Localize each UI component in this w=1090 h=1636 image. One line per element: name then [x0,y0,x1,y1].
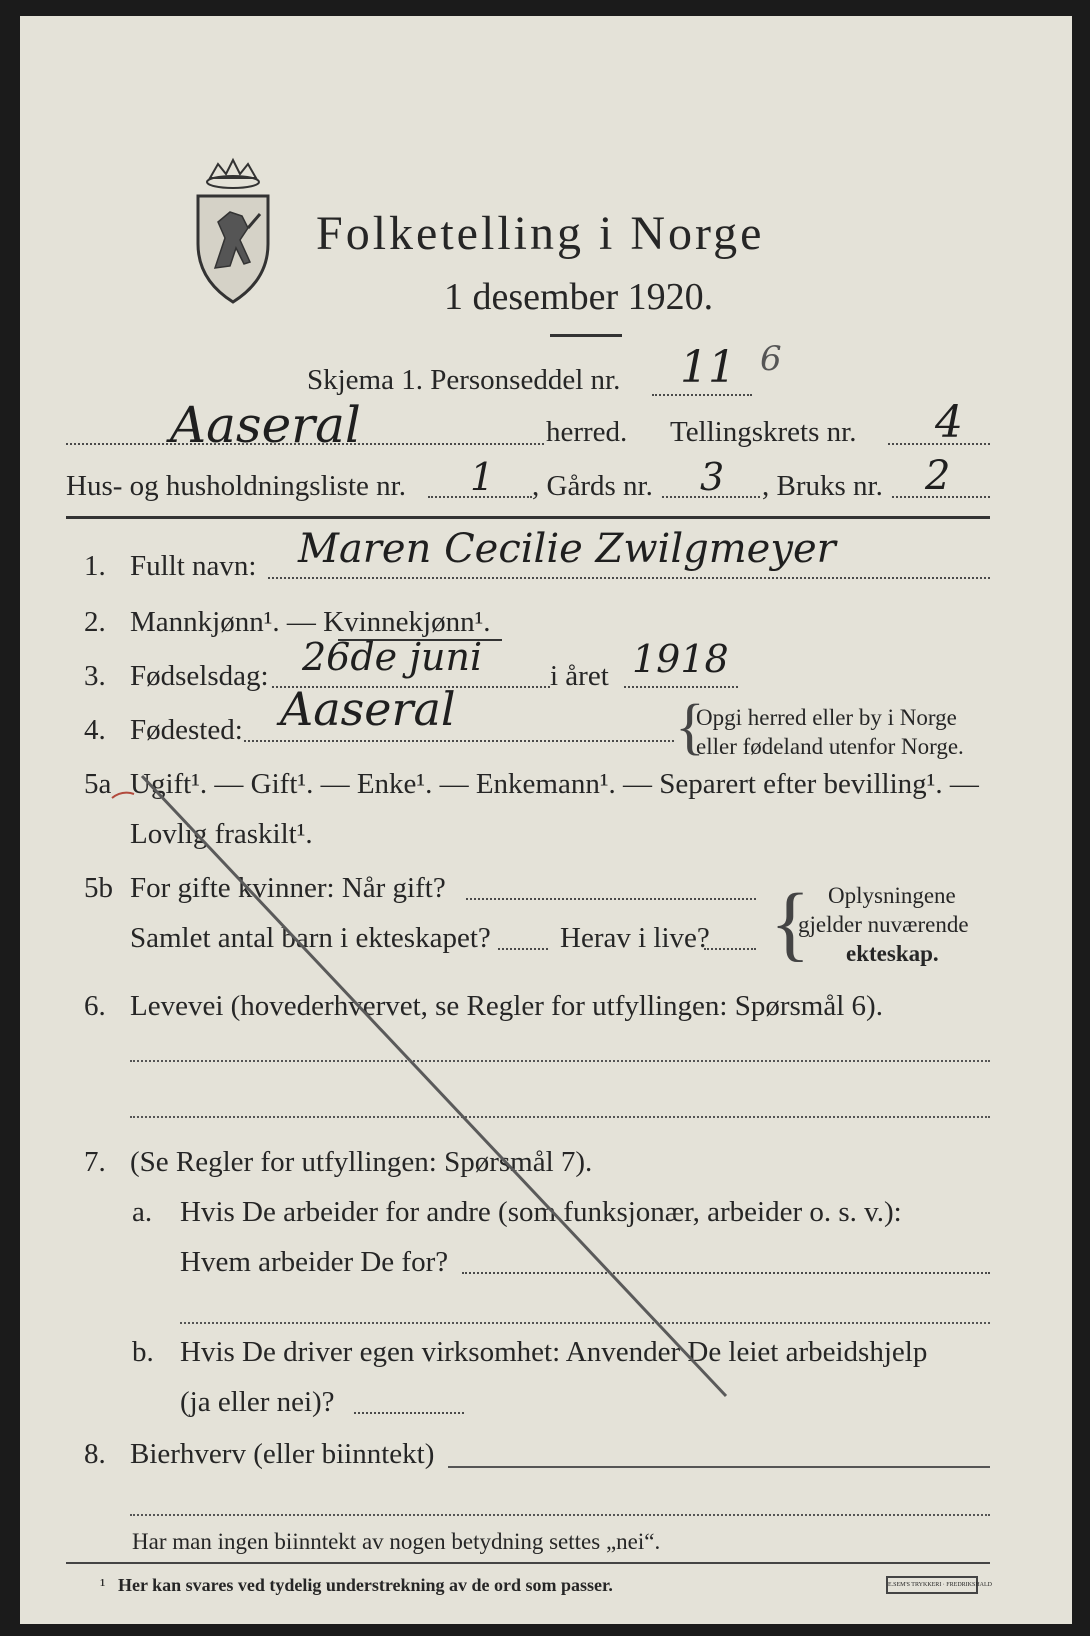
q7-number: 7. [84,1146,106,1178]
q1-label: Fullt navn: [130,550,257,582]
herred-value[interactable]: Aaseral [170,396,361,454]
q2-number: 2. [84,606,106,638]
q5b-line1: For gifte kvinner: Når gift? [130,872,446,904]
footnote-mark: ¹ [100,1575,106,1595]
q7-label: (Se Regler for utfyllingen: Spørsmål 7). [130,1146,593,1178]
census-form-page [20,16,1072,1624]
q4-value[interactable]: Aaseral [280,682,456,736]
printer-mark: E.SEM'S TRYKKERI · FREDRIKSHALD [886,1576,978,1594]
q7b-line2: (ja eller nei)? [180,1386,335,1418]
q5a-line2: Lovlig fraskilt¹. [130,818,313,850]
q4-label: Fødested: [130,714,243,746]
hus-label: Hus- og husholdningsliste nr. [66,470,406,502]
q3-year-value[interactable]: 1918 [632,637,729,681]
tellingskrets-value[interactable]: 4 [935,397,963,448]
q1-number: 1. [84,550,106,582]
q3-number: 3. [84,660,106,692]
q5a-number: 5a [84,768,112,800]
q5b-note-line3: ekteskap. [846,941,939,966]
q4-note-line2: eller fødeland utenfor Norge. [696,734,964,759]
q5b-line2a: Samlet antal barn i ekteskapet? [130,922,491,954]
gards-label: , Gårds nr. [532,470,653,502]
q4-note-line1: Opgi herred eller by i Norge [696,705,957,730]
q5b-number: 5b [84,872,113,904]
q6-number: 6. [84,990,106,1022]
q8-number: 8. [84,1438,106,1470]
form-title: Folketelling i Norge [316,207,765,260]
q3-label: Fødselsdag: [130,660,269,692]
q5b-line2b: Herav i live? [560,922,710,954]
q4-number: 4. [84,714,106,746]
census-date: 1 desember 1920. [444,276,714,318]
q7a-line1: Hvis De arbeider for andre (som funksjonær, arbeider o. s. v.): [180,1196,902,1228]
q5b-note-brace: { [770,877,811,970]
skjema-label: Skjema 1. Personseddel nr. [307,364,621,396]
strike-through-line [20,16,1072,1624]
q4-note-brace: { [675,693,705,761]
herred-label: herred. [546,416,628,448]
q3-value[interactable]: 26de juni [302,635,483,679]
q2-label: Mannkjønn¹. — Kvinnekjønn¹. [130,606,491,638]
q5b-note-line1: Oplysningene [828,883,956,908]
gards-value[interactable]: 3 [700,455,725,499]
bruks-value[interactable]: 2 [925,453,951,499]
nei-note: Har man ingen biinntekt av nogen betydning settes „nei“. [132,1529,661,1554]
q3-year-label: i året [550,660,609,692]
personseddel-alt-value: 6 [760,339,782,379]
q7b-line1: Hvis De driver egen virksomhet: Anvender De leiet arbeidshjelp [180,1336,928,1368]
q5a-line1: Ugift¹. — Gift¹. — Enke¹. — Enkemann¹. — Separert efter bevilling¹. — [130,768,979,800]
q7b-letter: b. [132,1336,154,1368]
q7a-line2: Hvem arbeider De for? [180,1246,449,1278]
bruks-label: , Bruks nr. [762,470,883,502]
q1-value[interactable]: Maren Cecilie Zwilgmeyer [298,526,836,572]
tellingskrets-label: Tellingskrets nr. [670,416,857,448]
q7a-letter: a. [132,1196,153,1228]
q8-label: Bierhverv (eller biinntekt) [130,1438,435,1470]
q6-label: Levevei (hovederhvervet, se Regler for utfyllingen: Spørsmål 6). [130,990,883,1022]
personseddel-value[interactable]: 11 [680,342,736,393]
q5b-note-line2: gjelder nuværende [798,912,969,937]
hus-value[interactable]: 1 [470,455,495,499]
footnote-text: Her kan svares ved tydelig understrekning av de ord som passer. [118,1575,613,1595]
